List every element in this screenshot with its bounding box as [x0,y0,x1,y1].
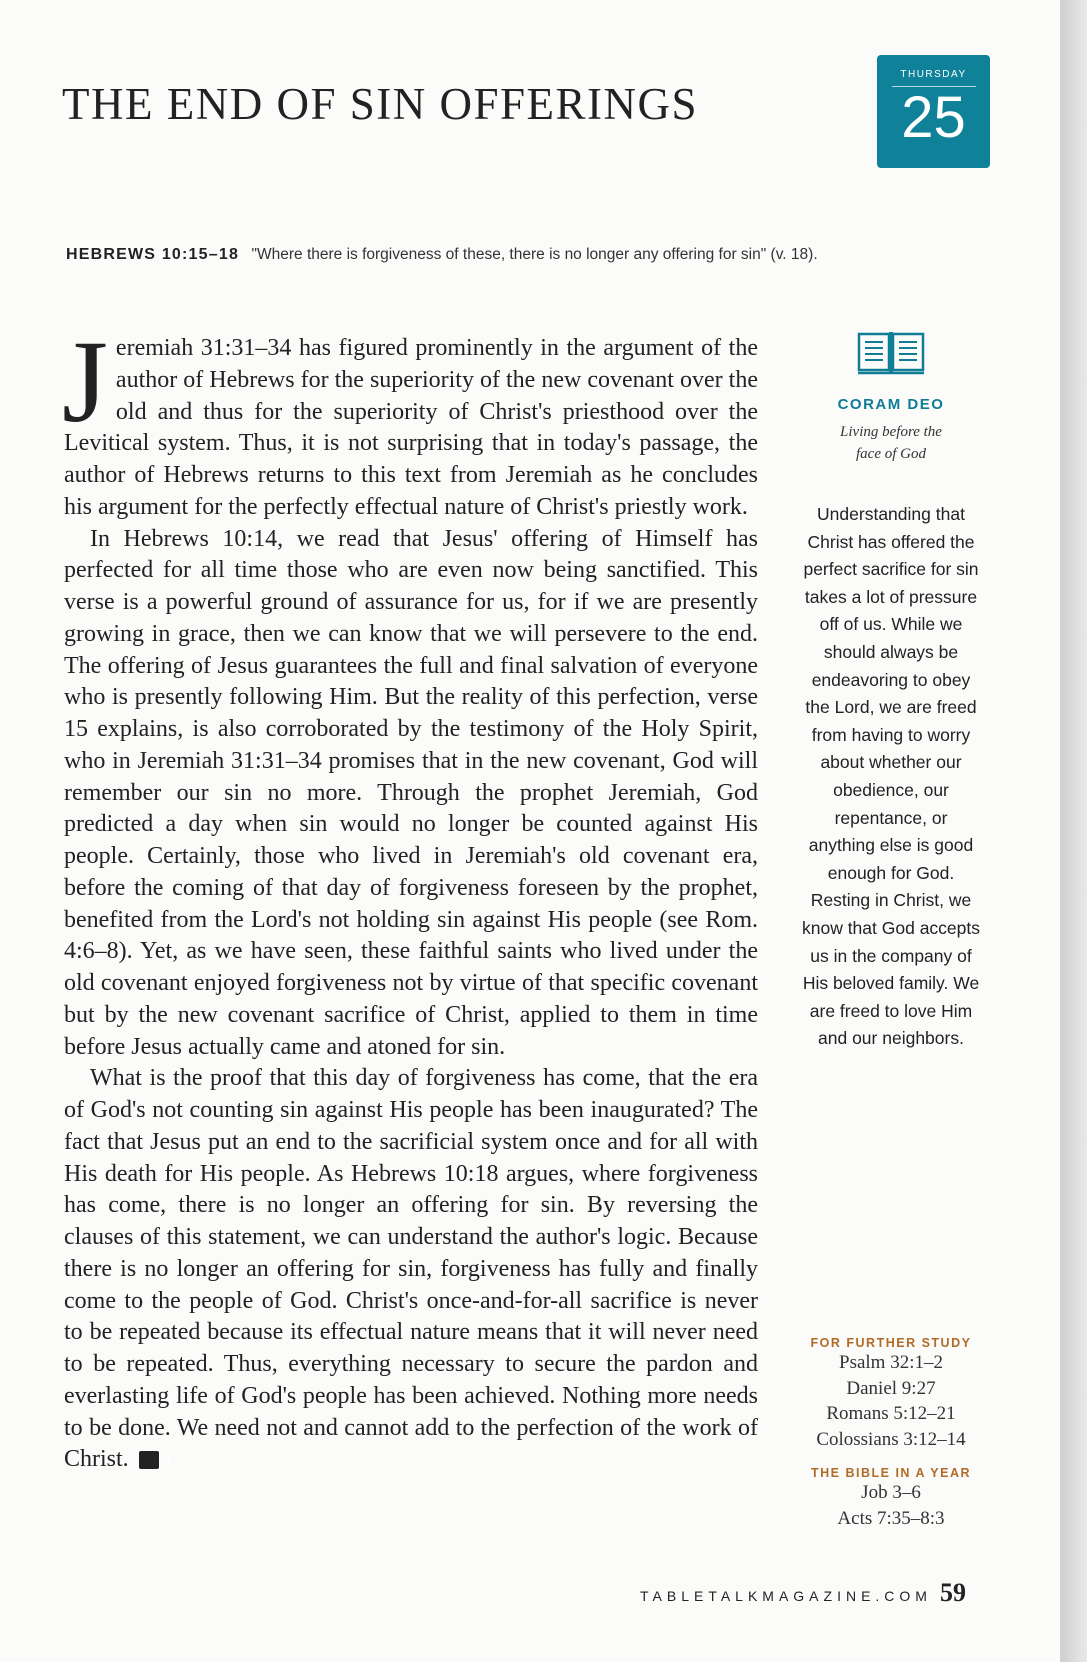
article-paragraph [62,316,758,524]
scripture-line [66,246,818,264]
page-spine-shadow [1060,0,1087,1662]
tagline-line: face of God [856,446,926,462]
end-mark-icon: T [139,1451,159,1469]
tagline-line: Living before the [840,424,942,440]
paragraph-text: In Hebrews 10:14, we read that Jesus' offering of Himself has perfected for all time those who are even now being sanctified. This verse is a powerful ground of assurance for us, for if we are presently growing in grace, then we can know that we will persevere to the end. The offering of Jesus guarantees the full and final salvation of everyone who is presently following Him. But the reality of this perfection, verse 15 explains, is also corroborated by the testimony of the Holy Spirit, who in Jeremiah 31:31–34 promises that in the new covenant, God will remember our sin no more. Through the prophet Jeremiah, God predicted a day when sin would no longer be counted against His people. Certainly, those who lived in Jeremiah's old covenant era, before the coming of that day of forgiveness foreseen by the prophet, benefited from the Lord's not holding sin against His people (see Rom. 4:6–8). Yet, as we have seen, these faithful saints who lived under the old covenant enjoyed forgiveness not by virtue of that specific covenant but by the new covenant sacrifice of Christ, applied to them in time before Jesus actually came and atoned for sin. [64,525,758,1060]
reading-reference: Acts 7:35–8:3 [837,1507,945,1529]
sidebar-text: Understanding that Christ has offered the perfect sacrifice for sin takes a lot of pressure off of us. While we should always be endeavoring to obey the Lord, we are freed from having to worry about whether our obedience, our repentance, or anything else is good enough for God. Resting in Christ, we know that God accepts us in the company of His beloved family. We are freed to love Him and our neighbors. [801,504,981,1049]
article-paragraph [64,524,758,1064]
bible-in-a-year-heading: THE BIBLE IN A YEAR [811,1466,971,1480]
page-number: 59 [939,1578,966,1607]
open-book-icon [856,330,926,376]
study-reference: Daniel 9:27 [846,1377,936,1399]
weekday-label: THURSDAY [900,69,967,80]
study-reference: Psalm 32:1–2 [839,1352,943,1373]
scripture-reference: HEBREWS 10:15–18 [66,246,240,263]
page-title: THE END OF SIN OFFERINGS [62,79,699,129]
reading-reference: Job 3–6 [861,1482,921,1503]
date-badge [877,55,990,168]
page-footer [640,1578,966,1608]
article-paragraph [64,1063,758,1476]
drop-cap: J [62,316,108,447]
paragraph-text: What is the proof that this day of forgiveness has come, that the era of God's not counting sin against His people has been inaugurated? The fact that Jesus put an end to the sacrificial system once and for all with His death for His people. As Hebrews 10:18 argues, where forgiveness has come, there is no longer an offering for sin. By reversing the clauses of this statement, we can understand the author's logic. Because there is no longer an offering for sin, forgiveness has fully and finally come to the people of God. Christ's once-and-for-all sacrifice is never to be repeated because its effectual nature means that it will never need to be repeated. Thus, everything necessary to secure the pardon and everlasting life of God's people has been achieved. Nothing more needs to be done. We need not and cannot add to the perfection of the work of Christ. [64,1065,758,1473]
study-section [800,1336,982,1531]
sidebar-tagline [800,421,982,465]
study-reference: Romans 5:12–21 [826,1403,956,1424]
sidebar-heading: CORAM DEO [837,396,945,413]
scripture-quote: "Where there is forgiveness of these, there is no longer any offering for sin" (v. 18). [251,246,818,263]
paragraph-text: eremiah 31:31–34 has figured prominently in the argument of the author of Hebrews for the superiority of the new covenant over the old and thus for the superiority of Christ's priesthood over the Levitical system. Thus, it is not surprising that in today's passage, the author of Hebrews returns to this text from Jeremiah as he concludes his argument for the perfectly effectual nature of Christ's priestly work. [64,335,758,520]
further-study-heading: FOR FURTHER STUDY [810,1336,972,1350]
coram-deo-sidebar [800,330,982,1053]
day-number: 25 [901,85,966,150]
study-reference: Colossians 3:12–14 [816,1428,966,1450]
site-url: TABLETALKMAGAZINE.COM [640,1588,932,1604]
article-body [62,316,758,1476]
